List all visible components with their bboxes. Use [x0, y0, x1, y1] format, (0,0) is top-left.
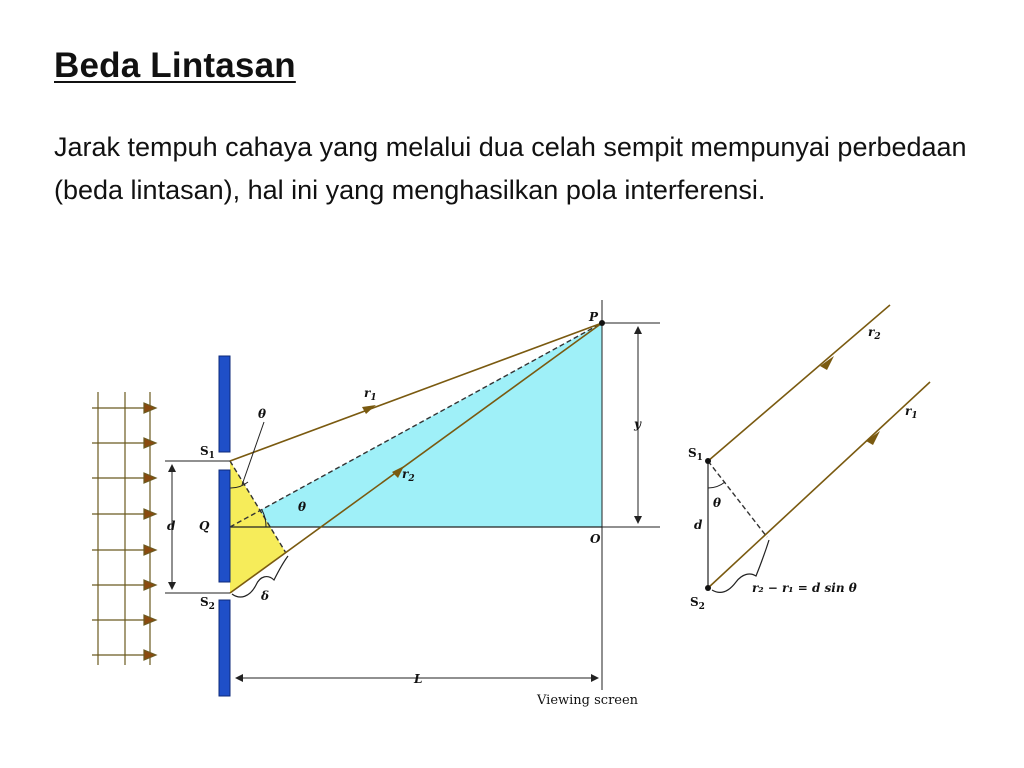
slide-paragraph: Jarak tempuh cahaya yang melalui dua celah sempit mempunyai perbedaan (beda lintasan), hal ini yang menghasilkan pola interferensi. [54, 132, 967, 205]
label-theta-mid: θ [298, 500, 307, 514]
right-label-d: d [694, 518, 703, 532]
label-o: O [590, 532, 601, 546]
right-label-r1: $r_1$ [905, 404, 918, 421]
right-diagram [688, 305, 930, 612]
label-r1: $r_1$ [364, 386, 377, 403]
incident-wavefronts [98, 392, 150, 665]
label-s1: $S_1$ [200, 444, 215, 461]
left-diagram [92, 300, 660, 708]
label-y: y [634, 417, 641, 431]
label-theta-top: θ [258, 407, 267, 421]
label-d: d [167, 519, 176, 533]
right-label-formula: r₂ − r₁ = d sin θ [752, 581, 857, 595]
label-viewing-screen: Viewing screen [537, 693, 639, 708]
right-label-s1: $S_1$ [688, 446, 703, 463]
incident-rays [92, 403, 156, 660]
label-delta: δ [261, 589, 270, 603]
label-p: P [589, 310, 599, 324]
right-label-s2: $S_2$ [690, 595, 705, 612]
right-ray-r2 [708, 305, 890, 461]
label-q: Q [199, 519, 210, 533]
right-label-r2: $r_2$ [868, 325, 881, 342]
slit-barrier [219, 356, 230, 696]
slide-title: Beda Lintasan [54, 46, 296, 85]
right-ray-r1 [708, 382, 930, 588]
right-label-theta: θ [713, 496, 722, 510]
label-r2: $r_2$ [402, 467, 415, 484]
label-l: L [414, 672, 423, 686]
label-s2: $S_2$ [200, 595, 215, 612]
